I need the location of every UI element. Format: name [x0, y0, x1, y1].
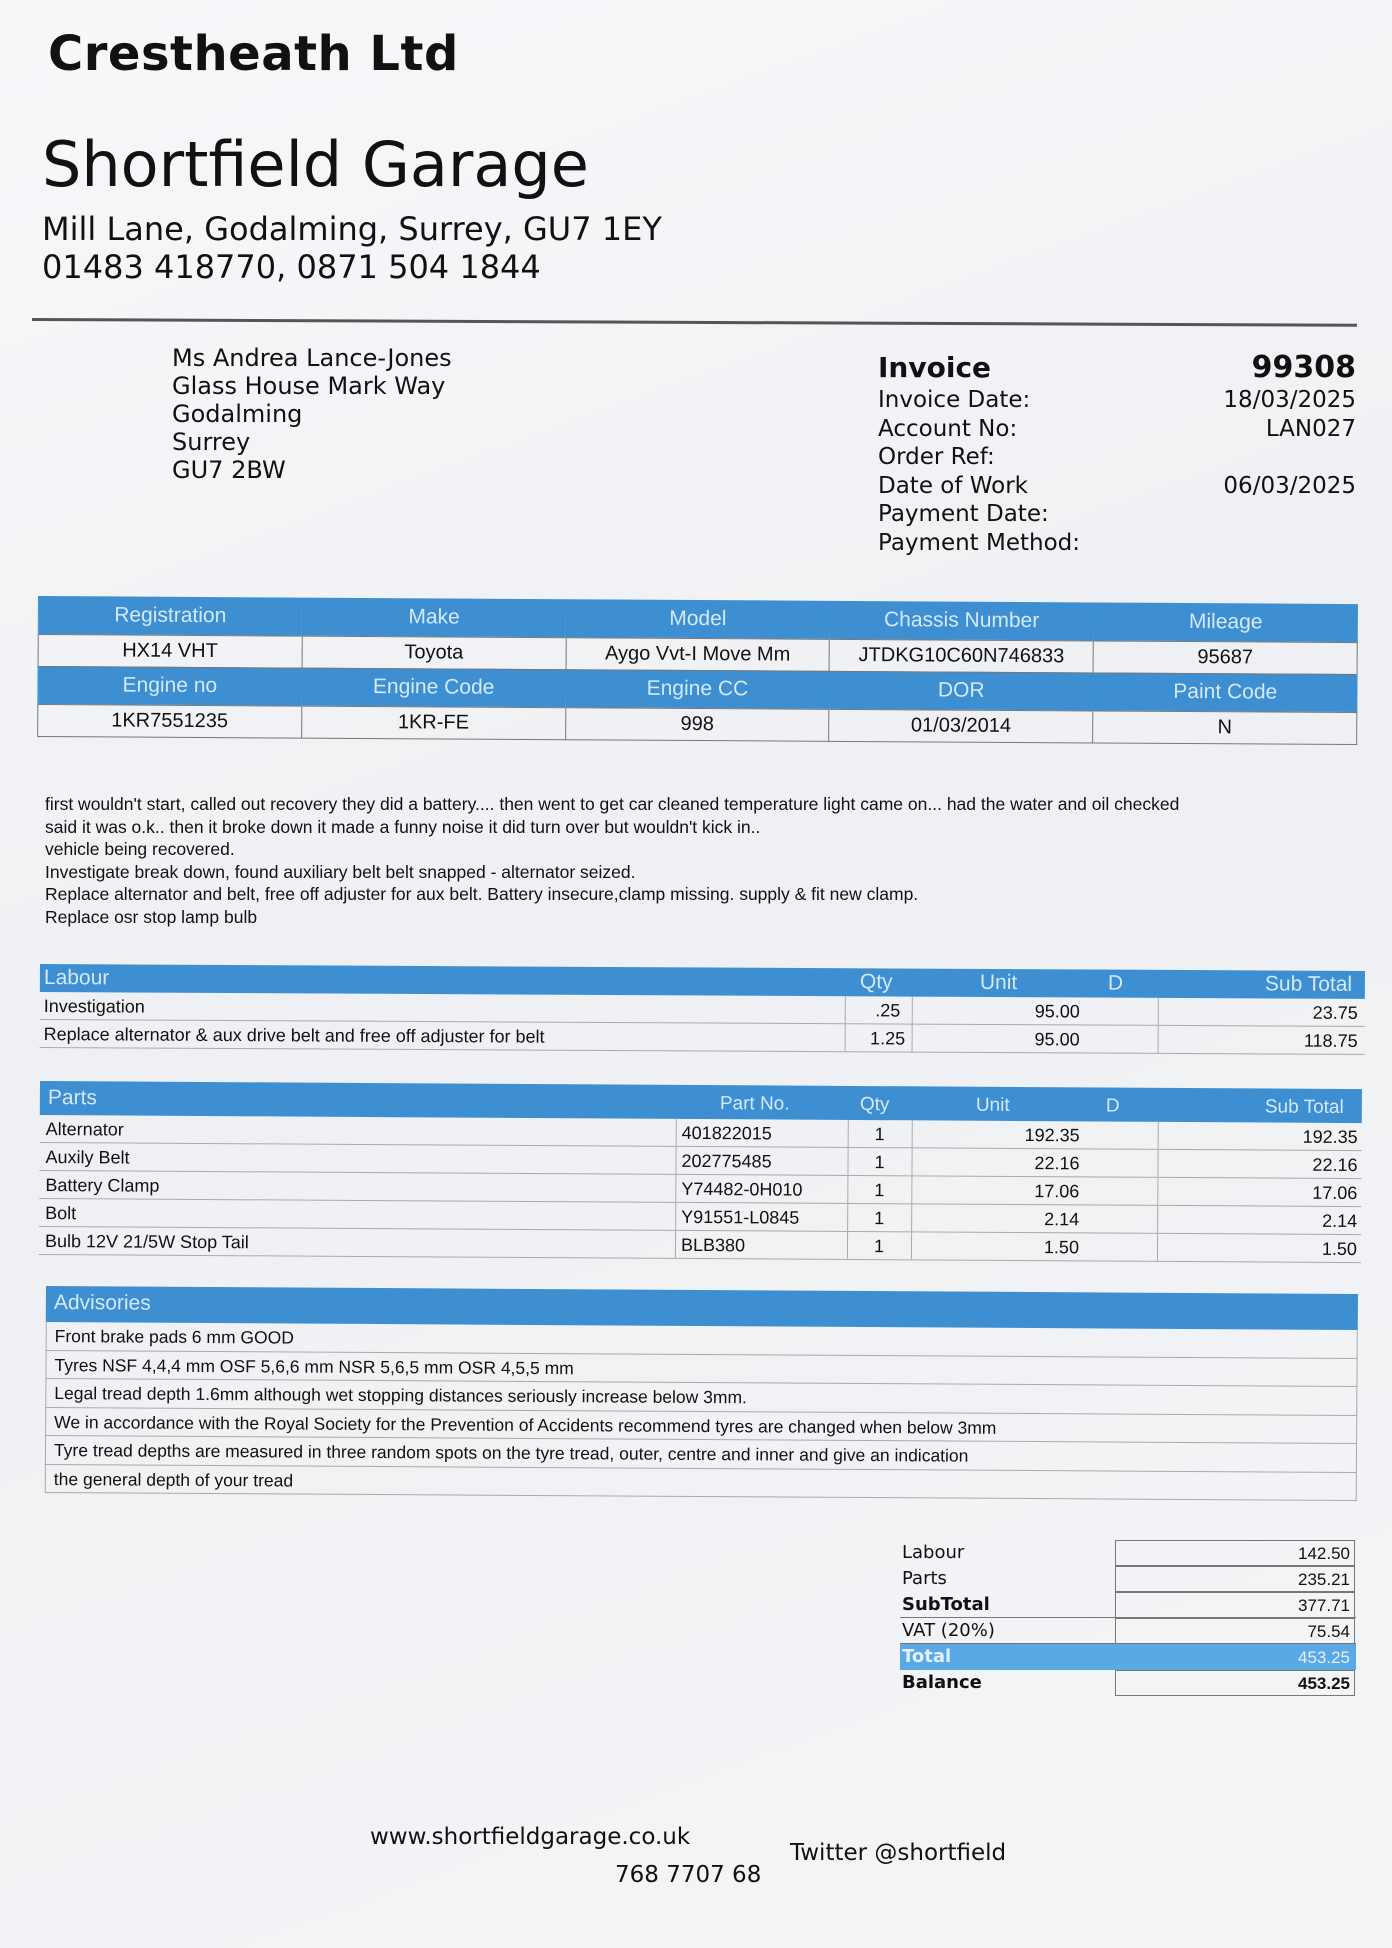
totals-row	[900, 1566, 1356, 1592]
labour-table	[40, 964, 1365, 1055]
totals-row	[900, 1670, 1356, 1696]
chassis-value: JTDKG10C60N746833	[829, 639, 1093, 673]
labour-col-subtotal: Sub Total	[1264, 972, 1353, 996]
labour-subtotal: 23.75	[1312, 1002, 1358, 1023]
part-desc: Alternator	[45, 1119, 124, 1140]
part-unit: 192.35	[1024, 1125, 1080, 1146]
note-line: vehicle being recovered.	[45, 839, 235, 859]
invoice-title: Invoice	[878, 351, 992, 384]
labour-unit: 95.00	[1034, 1001, 1080, 1022]
parts-title: Parts	[47, 1086, 97, 1110]
customer-name: Ms Andrea Lance-Jones	[172, 344, 452, 372]
vehicle-header: Chassis Number	[830, 601, 1094, 641]
garage-address: Mill Lane, Godalming, Surrey, GU7 1EY	[42, 210, 662, 248]
part-number: Y91551-L0845	[681, 1206, 800, 1228]
part-desc: Auxily Belt	[45, 1147, 130, 1168]
total-label: Total	[902, 1646, 952, 1667]
note-line: Investigate break down, found auxiliary belt belt snapped - alternator seized.	[45, 861, 636, 882]
advisory-text: Tyres NSF 4,4,4 mm OSF 5,6,6 mm NSR 5,6,5 mm OSR 4,5,5 mm	[54, 1354, 574, 1378]
registration-value: HX14 VHT	[38, 634, 302, 668]
labour-title: Labour	[43, 966, 110, 990]
paint-code-value: N	[1093, 710, 1357, 744]
dor-value: 01/03/2014	[829, 709, 1093, 743]
customer-line3: Surrey	[172, 428, 251, 456]
invoice-number: 99308	[1251, 350, 1356, 385]
parts-col-partno: Part No.	[719, 1093, 790, 1115]
totals-row	[900, 1592, 1356, 1618]
part-qty: 1	[874, 1208, 885, 1229]
labour-col-qty: Qty	[859, 970, 893, 994]
make-value: Toyota	[302, 636, 566, 670]
advisory-text: We in accordance with the Royal Society for the Prevention of Accidents recommend tyres are changed when below 3mm	[54, 1411, 997, 1438]
labour-qty: 1.25	[870, 1028, 906, 1049]
footer-website: www.shortfieldgarage.co.uk	[370, 1824, 691, 1850]
part-number: 401822015	[681, 1122, 772, 1144]
note-line: Replace alternator and belt, free off adjuster for aux belt. Battery insecure,clamp missing. supply & fit new clamp.	[45, 884, 919, 904]
balance-value: 453.25	[1115, 1670, 1355, 1696]
labour-qty: .25	[875, 1000, 901, 1021]
part-qty: 1	[873, 1236, 885, 1257]
note-line: first wouldn't start, called out recovery they did a battery.... then went to get car cleaned temperature light came on... had the water and oil checked	[45, 794, 1180, 814]
balance-label: Balance	[902, 1672, 982, 1693]
invoice-date: 18/03/2025	[1223, 387, 1356, 413]
part-subtotal: 1.50	[1321, 1238, 1358, 1260]
date-of-work-label: Date of Work	[878, 472, 1029, 499]
customer-line2: Godalming	[172, 400, 303, 428]
part-qty: 1	[874, 1180, 885, 1201]
order-ref-label: Order Ref:	[878, 444, 995, 470]
labour-col-d: D	[1107, 971, 1124, 995]
parts-col-d: D	[1105, 1095, 1120, 1117]
advisory-text: the general depth of your tread	[53, 1468, 294, 1491]
part-subtotal: 2.14	[1322, 1210, 1358, 1232]
advisories-table	[45, 1286, 1358, 1501]
part-unit: 1.50	[1043, 1237, 1080, 1258]
note-line: said it was o.k.. then it broke down it made a funny noise it did turn over but wouldn't kick in..	[45, 816, 761, 837]
vehicle-header: DOR	[829, 671, 1093, 711]
totals-row	[900, 1618, 1356, 1644]
vehicle-header: Mileage	[1093, 602, 1357, 642]
engine-no-value: 1KR7551235	[38, 704, 302, 738]
subtotal-value: 377.71	[1115, 1592, 1355, 1618]
model-value: Aygo Vvt-I Move Mm	[566, 637, 830, 671]
vat-value: 75.54	[1115, 1618, 1355, 1644]
part-subtotal: 22.16	[1312, 1154, 1358, 1176]
vehicle-value-row-2	[38, 704, 1357, 744]
vehicle-header: Registration	[38, 596, 302, 636]
labour-total: 142.50	[1115, 1540, 1355, 1566]
garage-phones: 01483 418770, 0871 504 1844	[42, 248, 541, 286]
part-desc: Battery Clamp	[45, 1175, 160, 1196]
parts-table	[39, 1081, 1362, 1263]
customer-postcode: GU7 2BW	[172, 456, 286, 484]
part-desc: Bulb 12V 21/5W Stop Tail	[44, 1231, 249, 1253]
totals-block	[900, 1540, 1356, 1696]
part-number: BLB380	[680, 1234, 746, 1256]
parts-col-subtotal: Sub Total	[1264, 1096, 1344, 1118]
part-subtotal: 192.35	[1302, 1126, 1358, 1148]
company-name: Crestheath Ltd	[48, 26, 459, 82]
labour-desc: Investigation	[43, 996, 145, 1017]
parts-col-unit: Unit	[975, 1094, 1010, 1116]
advisory-text: Tyre tread depths are measured in three random spots on the tyre tread, outer, centre and inner and give an indication	[53, 1440, 969, 1466]
vehicle-header: Paint Code	[1093, 672, 1357, 712]
labour-total-label: Labour	[902, 1542, 965, 1563]
part-qty: 1	[874, 1152, 885, 1173]
advisory-text: Legal tread depth 1.6mm although wet stopping distances seriously increase below 3mm.	[54, 1383, 748, 1408]
part-number: 202775485	[681, 1150, 772, 1172]
date-of-work: 06/03/2025	[1223, 472, 1356, 499]
engine-code-value: 1KR-FE	[301, 706, 565, 740]
footer-twitter: Twitter @shortfield	[790, 1840, 1007, 1866]
vehicle-header: Engine no	[38, 666, 302, 706]
engine-cc-value: 998	[565, 707, 829, 741]
parts-col-qty: Qty	[859, 1094, 890, 1116]
part-subtotal: 17.06	[1312, 1182, 1358, 1204]
account-number: LAN027	[1265, 415, 1356, 442]
part-qty: 1	[874, 1124, 885, 1145]
customer-line1: Glass House Mark Way	[172, 372, 446, 400]
job-notes	[45, 793, 1345, 928]
labour-unit: 95.00	[1034, 1029, 1080, 1050]
advisories-title: Advisories	[53, 1291, 151, 1315]
garage-name: Shortfield Garage	[42, 128, 589, 201]
part-unit: 2.14	[1044, 1209, 1080, 1230]
header-divider	[32, 318, 1357, 327]
labour-subtotal: 118.75	[1303, 1030, 1358, 1051]
totals-row	[900, 1540, 1356, 1566]
subtotal-label: SubTotal	[902, 1594, 990, 1615]
labour-col-unit: Unit	[979, 970, 1018, 995]
payment-date-label: Payment Date:	[878, 501, 1049, 527]
parts-total: 235.21	[1115, 1566, 1355, 1592]
part-unit: 17.06	[1034, 1181, 1080, 1202]
payment-method-label: Payment Method:	[878, 529, 1081, 556]
total-value: 453.25	[1115, 1644, 1355, 1670]
invoice-date-label: Invoice Date:	[878, 387, 1031, 413]
table-row	[40, 1020, 1365, 1055]
vehicle-header: Engine CC	[565, 669, 829, 709]
vehicle-header: Model	[566, 599, 830, 639]
vehicle-header: Engine Code	[302, 668, 566, 708]
vehicle-header: Make	[302, 598, 566, 638]
vat-label: VAT (20%)	[902, 1620, 995, 1641]
account-label: Account No:	[878, 415, 1018, 442]
note-line: Replace osr stop lamp bulb	[45, 906, 258, 927]
totals-row-total	[900, 1644, 1356, 1670]
advisory-text: Front brake pads 6 mm GOOD	[54, 1326, 295, 1348]
invoice-details	[878, 350, 1356, 557]
customer-address	[172, 344, 452, 484]
labour-desc: Replace alternator & aux drive belt and free off adjuster for belt	[43, 1024, 545, 1047]
part-desc: Bolt	[45, 1203, 77, 1224]
footer-number: 768 7707 68	[615, 1862, 762, 1888]
part-number: Y74482-0H010	[681, 1178, 803, 1200]
mileage-value: 95687	[1093, 640, 1357, 674]
parts-total-label: Parts	[902, 1568, 947, 1589]
vehicle-table	[37, 596, 1358, 745]
part-unit: 22.16	[1034, 1153, 1080, 1174]
